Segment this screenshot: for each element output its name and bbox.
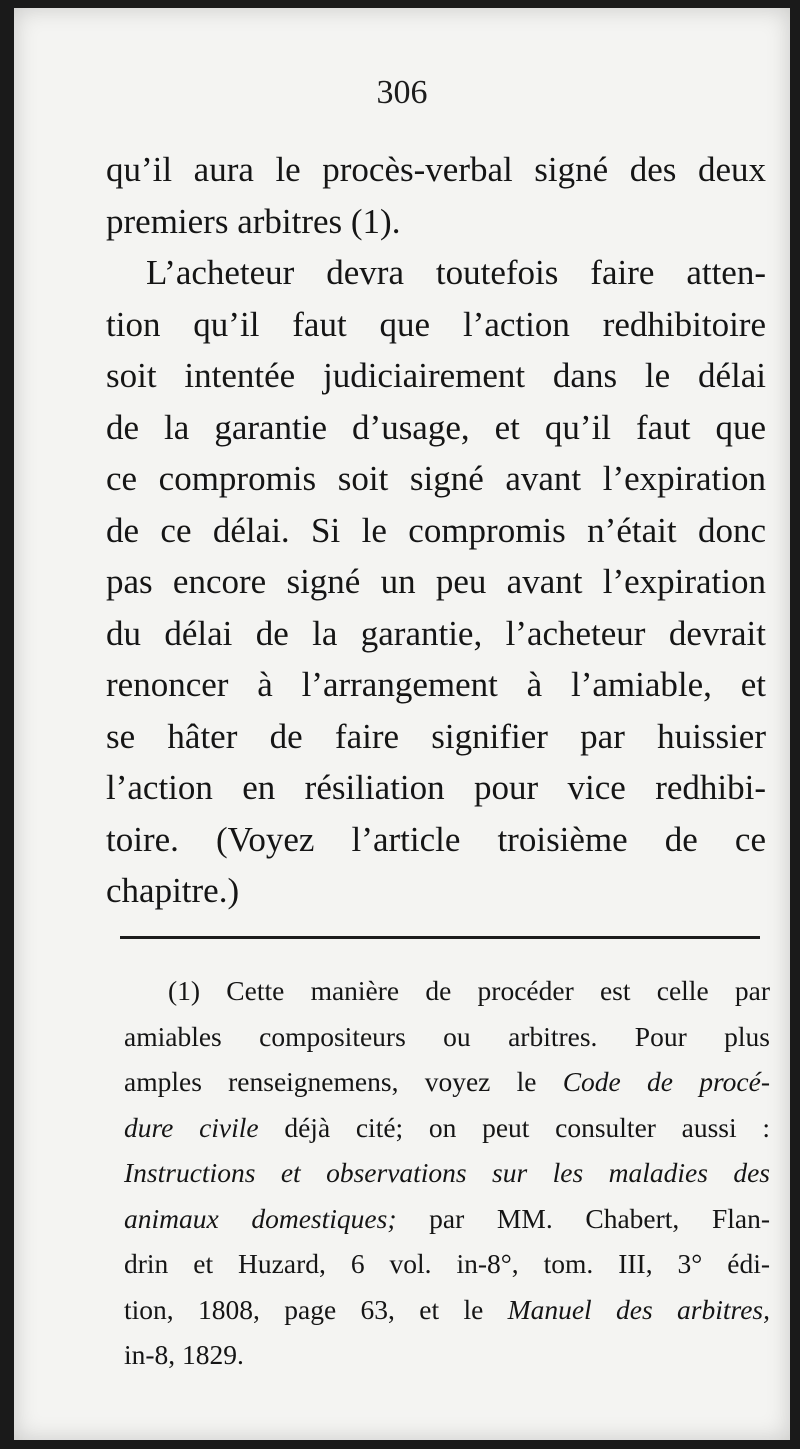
text-line: pas encore signé un peu avant l’expiration — [106, 562, 766, 601]
text-line: l’action en résiliation pour vice redhibi- — [106, 768, 766, 807]
text-line: toire. (Voyez l’article troisième de ce — [106, 819, 766, 859]
footnote-citation: animaux domestiques; — [124, 1202, 397, 1234]
footnote-citation: Manuel des arbitres, — [507, 1293, 770, 1325]
footnote-text: amples renseignemens, voyez le — [124, 1066, 563, 1097]
footnote-citation: dure civile — [124, 1111, 259, 1143]
footnote-citation-line: Instructions et observations sur les maladies des — [124, 1157, 770, 1188]
main-text — [106, 144, 766, 917]
footnote-separator — [120, 936, 760, 939]
book-page — [14, 8, 790, 1440]
footnote-line: in-8, 1829. — [124, 1339, 244, 1370]
text-line: de la garantie d’usage, et qu’il faut que — [106, 407, 766, 447]
text-line: du délai de la garantie, l’acheteur devrait — [106, 613, 766, 653]
footnote-text: par MM. Chabert, Flan- — [396, 1202, 770, 1234]
footnote-line — [124, 1105, 770, 1151]
footnote-text: déjà cité; on peut consulter aussi : — [258, 1111, 770, 1143]
text-line: tion qu’il faut que l’action redhibitoire — [106, 304, 766, 344]
footnote-line — [124, 1196, 770, 1242]
text-line: chapitre.) — [106, 871, 240, 910]
text-line: renoncer à l’arrangement à l’amiable, et — [106, 665, 766, 704]
footnote-text: tion, 1808, page 63, et le — [124, 1293, 508, 1325]
footnote-line — [124, 1059, 770, 1105]
footnote — [124, 968, 770, 1378]
footnote-citation: Code de procé- — [562, 1066, 770, 1097]
footnote-line: drin et Huzard, 6 vol. in-8°, tom. III, 3° édi- — [124, 1248, 770, 1279]
footnote-line: amiables compositeurs ou arbitres. Pour plus — [124, 1020, 770, 1052]
text-line: premiers arbitres (1). — [106, 201, 401, 241]
text-line: soit intentée judiciairement dans le délai — [106, 356, 766, 395]
footnote-line: (1) Cette manière de procéder est celle par — [168, 975, 770, 1006]
page-number: 306 — [376, 74, 428, 111]
text-line: L’acheteur devra toutefois faire atten- — [146, 253, 766, 292]
text-line: ce compromis soit signé avant l’expiration — [106, 459, 766, 498]
footnote-line — [124, 1287, 770, 1333]
text-line: se hâter de faire signifier par huissier — [106, 716, 766, 756]
text-line: qu’il aura le procès-verbal signé des deux — [106, 150, 766, 189]
text-line: de ce délai. Si le compromis n’était donc — [106, 510, 766, 550]
